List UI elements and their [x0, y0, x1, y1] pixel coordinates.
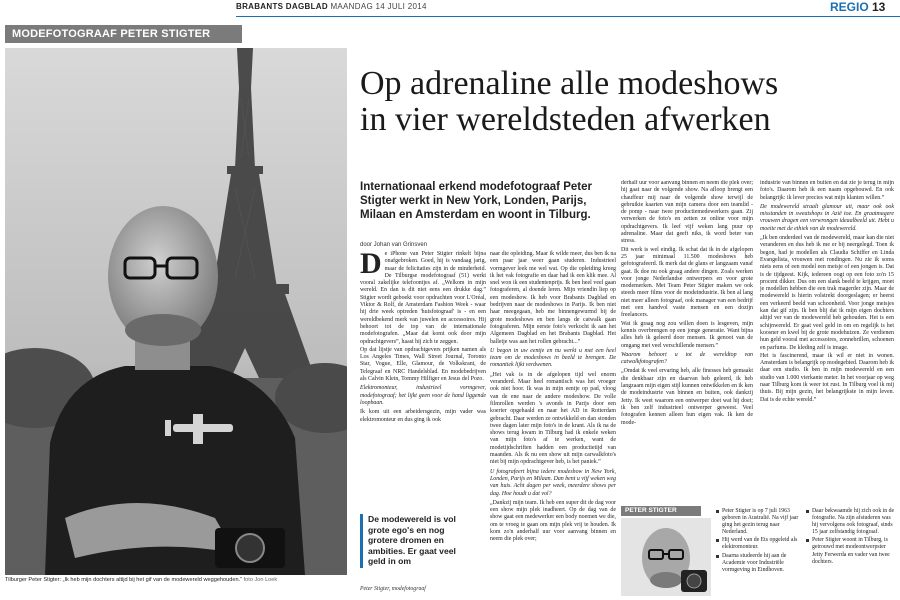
paragraph: „Ik ben onderdeel van de modewereld, maar kan die niet veranderen en dus heb ik me er bij neergelegd. Toen ik begon, had je modellen als Claudia Schiffer en Linda Evangelista, vrouwen met rondingen. Nu zie ik soms niets eens of een model een meisje of een jongen is. Dat is de tijdgeest. Kijk, iedereen oogt op een foto zo'n 15 procent dikker. Dus om een slank beeld te krijgen, moet je modellen hebben die een trak magerder zijn. Maar de modewereld is hierin volstrekt doorgeslagen; er heerst een verkeerd beeld van schoonheid. Voor jonge meisjes kan dat gif zijn. Ik ben blij dat ik mijn eigen dochters altijd ver van de modewereld heb gehouden. Het is een schijnwereld. Er gaat veel geld in om en regelijk is het koosner en kwel bij de grote modehuizen. Ze verdienen hun geld vooral met accessoires, zonnebrillen, schoenen en parfums. De kleding zelf is image.	[760, 235, 894, 351]
paragraph: naar die opleiding. Maar ik wilde meer, dus ben ik na een paar jaar weer gaan studeren. Industrieel vormgever leek me wel wat. Op die opleiding kreeg ik het vak fotografie en daar had ik een klik mee. Al snel won ik een studentenprijs. Ik ben heel veel gaan fotograferen, al doende leren. Mijn vriendin liep op een modeshow. Ik heb voor Brabants Dagblad en bedrijven naar de modeshows in Parijs. Ik ben niet haar meegegaan, heb me binnengewurmd bij de grote modeshows en ben langs de catwalk gaan fotograferen. Mijn eerste foto's verkocht ik aan het Algemeen Dagblad en het Brabants Dagblad. Het balletje was aan het rollen gebracht...”	[490, 251, 616, 345]
paper-name	[236, 2, 427, 11]
lede: Internationaal erkend modefotograaf Peter Stigter werkt in New York, Londen, Parijs, Milaan en Amsterdam en woont in Tilburg.	[360, 181, 592, 221]
photo-credit: foto Jon Loek	[243, 577, 278, 583]
page-number: 13	[872, 0, 886, 14]
interview-question: U fotografeert bijna iedere modeshow in New York, Londen, Parijs en Milaan. Dan bent u vijf weken weg van huis. Acht dagen per week, meerdere shows per dag. Hoe houdt u dat vol?	[490, 468, 616, 497]
byline: door Johan van Grinsven	[360, 242, 428, 248]
profile-facts-1	[716, 508, 802, 575]
paragraph: Dit werk is wel eindig. Ik schat dat ik in de afgelopen 25 jaar minimaal 11.500 modeshows heb gefotografeerd. Ik merk dat de glans er langzaam vanaf gaat. Ik doe nu ook graag andere dingen. Zoals werken voor jonge Nederlandse ontwerpers en voor grote modemerken. Met Team Peter Stigter maken we ook steeds meer films voor de modeindustrie. Ik ben al lang niet meer alleen fotograaf, ook manager van een bedrijf met een handvol vaste mensen en een dozijn freelancers.	[621, 246, 753, 319]
profile-title: PETER STIGTER	[621, 506, 701, 516]
section-regio: REGIO	[830, 0, 869, 14]
section-label: MODEFOTOGRAAF PETER STIGTER	[5, 25, 242, 43]
photo-caption	[5, 577, 355, 583]
paragraph: Het is fascinerend, maar ik wil er niet in wonen. Amsterdam is belangrijk op modegebied. Daarom heb ik daar een studio. Ik ben in mijn modewereld en een studio van 1.000 vierkante meter. In het voorjaar op weg naar Tilburg kom ik weer tot rust. In Tilburg voel ik mij thuis. Bij mijn gezin, het belangrijkste in mijn leven. Dat is de echte wereld.”	[760, 352, 894, 403]
quote-attribution: Peter Stigter, modefotograaf	[360, 586, 426, 592]
profile-fact: Peter Stigter woont in Tilburg, is getrouwd met modeontwerpster Jetty Ferwerda en vader van twee dochters.	[806, 537, 896, 565]
paragraph: „Dankzij mijn team. Ik heb een super dit de dag voor een show mijn plek inadheert. Op de dag van de show gaat een medewerker een body noemen we die, om te vroeg te gaan om mijn plek vrij te houden. Ik kom zo'n anderhalf uur voor aanvang binnen en neem die plek over;	[490, 499, 616, 543]
profile-fact: Daarna studeerde hij aan de Academie voor Industriële vormgeving in Eindhoven.	[716, 553, 802, 574]
paragraph: Wat ik graag nog zou willen doen is lesgeven, mijn kennis overbrengen op een jonge generatie. Want bijna alles heb ik geleerd door mensen. Ik genoot van de omgang met veel verschillende mensen.”	[621, 320, 753, 349]
quote-accent-bar	[360, 514, 363, 568]
profile-photo	[621, 518, 711, 596]
article-column-1	[360, 247, 486, 425]
caption-text: Tilburger Peter Stigter: „Ik heb mijn dochters altijd bij het gif van de modewereld weggehouden.”	[5, 577, 243, 583]
interview-question: Waarom behoort u tot de wereldtop van catwalkfotografen?	[621, 351, 753, 366]
paragraph: industrie van binnen en buiten en dat zie je terug in mijn foto's. Daarom heb ik een naam opgebouwd. En ook belangrijk: ik lever precies wat mijn klanten willen.”	[760, 180, 894, 201]
paragraph: „Omdat ik veel ervaring heb, alle finesses heb gemaakt die denkbaar zijn en daarvan heb geleerd, ik heb langzaam mijn eigen stijl kunnen ontwikkelen en ik ken de modeindustrie van binnen en buiten, ook dankzij Jetty. Ik weet waarom een ontwerper doet wat hij doet; ik ben zelf industrieel ontwerper geweest. Veel fotografen kennen alleen hun eigen vak. Ik ken de mode-	[621, 368, 753, 426]
paragraph: Op dat lijstje van opdrachtgevers prijken namen als Los Angeles Times, Wall Street Journal, Toronto Star, Vogue, Elle, Glamour, de Volkskrant, de Telegraaf en NRC Handelsblad. En modebedrijven als Calvin Klein, Tommy Hilfiger en Jesus del Pozo.	[360, 346, 486, 383]
profile-fact: Hij werd van de Ets opgeleid als elektromonteur.	[716, 537, 802, 551]
profile-fact: Daar bekwaamde hij zich ook in de fotografie. Na zijn afstuderen was hij vervolgens ook fotograaf, sinds 15 jaar zelfstandig fotograaf.	[806, 508, 896, 536]
interview-question: U begon in uw eentje en nu werkt u met een heel team om de modeshows in beeld te brengen. De romantiek lijkt verdwenen.	[490, 347, 616, 369]
interview-question: De modewereld straalt glamour uit, maar ook ook misstanden in sweatshops in Azië toe. En graatmagere vrouwen dragen een verwrongen ideaalbeeld uit. Hebt u moeite met de ethiek van de modewereld.	[760, 203, 894, 232]
headline-line-1: Op adrenaline alle modeshows	[360, 65, 779, 102]
paragraph: derhalf uur voor aanvang binnen en neem die plek over; hij gaat naar de volgende show. Na afloop brengt een chauffeur mij naar de volgende show terwijl de gebruikte kaarten van mijn camera door een teamlid - de pomp - naar twee productiemedewerkers gaan. Zij verwerken de foto's en zetten ze online voor mijn opdrachtgevers. Ik leef vijf weken lang puur op adrenaline. Maar dat geeft niks, ik word beter van stress.	[621, 180, 753, 245]
drop-cap: D	[360, 247, 382, 280]
edition-date: MAANDAG 14 JULI 2014	[330, 2, 427, 11]
article-column-4	[760, 180, 894, 502]
main-photo	[5, 48, 347, 575]
paper-name-text: BRABANTS DAGBLAD	[236, 2, 328, 11]
pull-quote-text: De modewereld is vol grote ego's en nog grotere dromen en ambities. Er gaat veel geld in om	[368, 514, 456, 566]
headline	[360, 66, 880, 138]
article-column-2	[490, 251, 616, 545]
profile-fact: Peter Stigter is op 7 juli 1963 geboren in Australië. Na vijf jaar ging het gezin terug naar Nederland.	[716, 508, 802, 536]
paragraph: „Het vak is in de afgelopen tijd wel enorm veranderd. Maar heel romantisch was het vroeger ook niet hoor. Ik was in mijn eentje op pad, vloog van de ene naar de andere modeshow. De volle filmrollen werden 's avonds in Parijs door een koerier opgehaald en naar het AD in Rotterdam gebracht. Daar werden ze ontwikkeld en dan stonden twee dagen later mijn foto's in de krant. Als ik na de shows terug kwam in Tilburg had ik enkele weken van mijn foto's af te werken, want de modetijdschriften hadden een productietijd van maanden. Als ik nu een show uit mijn carwalkfoto's niet bij mijn opdrachtgever heb, is het paniek.”	[490, 371, 616, 466]
article-column-3	[621, 180, 753, 502]
profile-facts-2	[806, 508, 896, 567]
headline-line-2: in vier wereldsteden afwerken	[360, 101, 771, 138]
paragraph: e iPhone van Peter Stigter rinkelt bijna onafgebroken. Goed, hij is vandaag jarig, maar de felicitaties zijn in de minderheid. De Tilburgse modefotograaf (51) werkt vooral zakelijke telefoontjes af. „Welkom in mijn wereld. En dan is dit niet eens een drukke dag.” Stigter wordt geboekt voor opdrachten voor L'Oréal, Viktor & Rolf, de Amsterdam Fashion Week - waar hij drie week optreden 'huisfotograaf' is - en een wereldbekend merk van juwelen en accessoires. Hij behoort tot de top van de internationale modefotografen. „Maar dat komt ook door mijn opdrachtgevers”, haast hij zich te zeggen.	[360, 251, 486, 345]
header-rule	[236, 16, 900, 17]
paragraph: Ik kom uit een arbeidersgezin, mijn vader was elektromonteur en dus ging ik ook	[360, 409, 486, 423]
interview-question: Elektromonteur, industrieel vormgever, modefotograaf; het lijkt geen voor de hand liggende loopbaan.	[360, 385, 486, 406]
